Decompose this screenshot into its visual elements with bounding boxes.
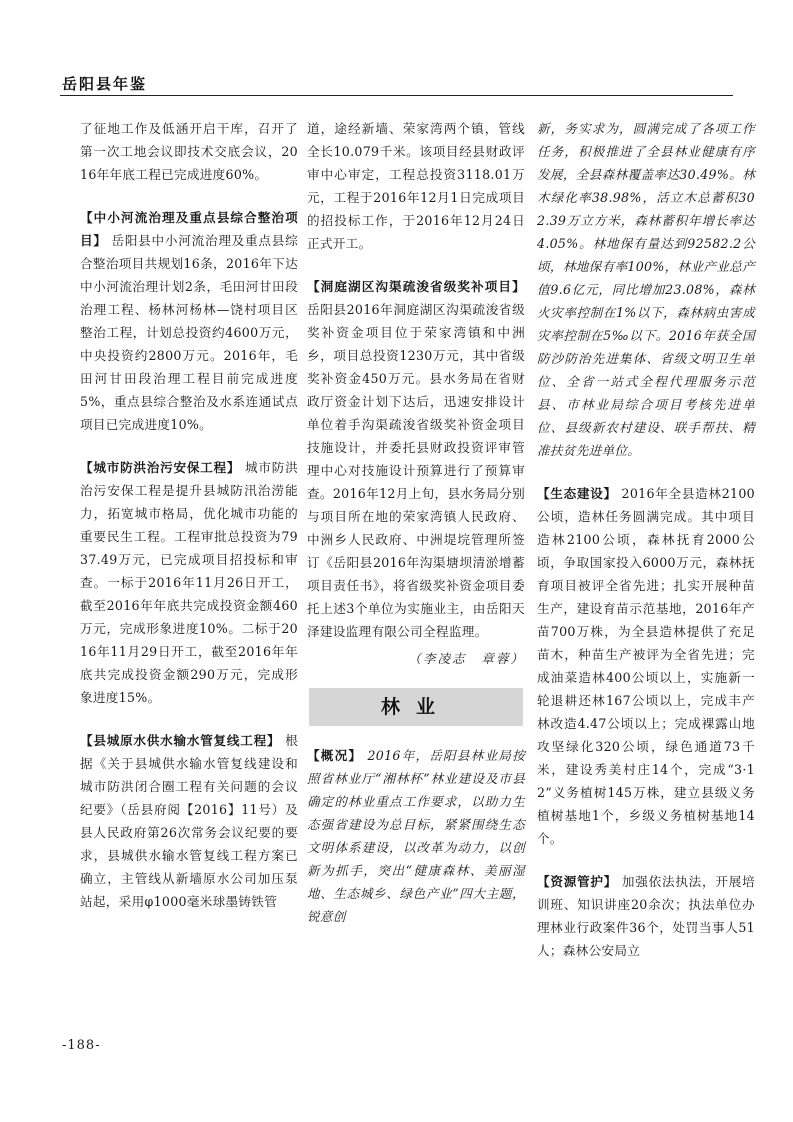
section-title-forestry: 林业 xyxy=(309,688,523,726)
article-resource-protection xyxy=(537,870,755,962)
article-overview xyxy=(307,744,525,928)
article-body: 2016年，岳阳县林业局按照省林业厅“湘林杯”林业建设及市县确定的林业重点工作要求，以助力生态强省建设为总目标，紧紧围绕生态文明体系建设，以改革为动力，以创新为抓手，突出“健康森林、美丽湿地、生态城乡、绿色产业”四大主题，锐意创 xyxy=(307,748,525,924)
article-body: 加强依法执法，开展培训班、知识讲座20余次；执法单位办理林业行政案件36个，处罚当事人51人；森林公安局立 xyxy=(537,874,755,958)
article-body: 岳阳县中小河流治理及重点县综合整治项目共规划16条，2016年下达中小河流治理计划2条，毛田河甘田段治理工程、杨林河杨林—饶村项目区整治工程，计划总投资约4600万元，中央投资约2800万元。2016年，毛田河甘田段治理工程目前完成进度5%，重点县综合整治及水系连通试点项目已完成进度10%。 xyxy=(80,233,298,432)
running-header-title: 岳阳县年鉴 xyxy=(62,75,148,93)
paragraph: 道，途经新墙、荣家湾两个镇，管线全长10.079千米。该项目经县财政评审中心审定，工程总投资3118.01万元，工程于2016年12月1日完成项目的招投标工作，于2016年12月24日正式开工。 xyxy=(307,121,525,251)
header-rule xyxy=(60,95,733,96)
paragraph: 了征地工作及低涵开启干库，召开了第一次工地会议即技术交底会议，2016年年底工程已完成进度60%。 xyxy=(80,121,298,182)
article-heading: 【概况】 xyxy=(307,748,363,763)
article-canal-dredging-project xyxy=(307,275,525,643)
article-body: 根据《关于县城供水输水管复线建设和城市防洪闭合圈工程有关问题的会议纪要》（岳县府阅【2016】11号）及县人民政府第26次常务会议纪要的要求，县城供水输水管复线工程方案已确立，主管线从新墙原水公司加压泵站起，采用φ1000毫米球墨铸铁管 xyxy=(80,733,298,909)
article-body: 2016年全县造林2100公顷，造林任务圆满完成。其中项目造林2100公顷，森林抚育2000公顷，争取国家投入6000万元，森林抚育项目被评全省先进；扎实开展种苗生产，建设育苗示范基地，2016年产苗700万株，为全县造林提供了充足苗木，种苗生产被评为全省先进；完成油菜造林400公顷以上，实施新一轮退耕还林167公顷以上，完成丰产林改造4.47公顷以上；完成裸露山地攻坚绿化320公顷，绿色通道73千米，建设秀美村庄14个，完成“3·12”义务植树145万株，建立县级义务植树基地1个，乡级义务植树基地14个。 xyxy=(537,486,755,846)
article-flood-control-project xyxy=(80,456,298,709)
article-body: 城市防洪治污安保工程是提升县城防汛治涝能力，拓宽城市格局，优化城市功能的重要民生工程。工程审批总投资为7937.49万元，已完成项目招投标和审查。一标于2016年11月26日开工，截至2016年年底共完成投资金额460万元，完成形象进度10%。二标于2016年11月29日开工，截至2016年年底共完成投资金额290万元，完成形象进度15%。 xyxy=(80,460,298,705)
article-ecological-construction xyxy=(537,482,755,850)
article-heading: 【洞庭湖区沟渠疏浚省级奖补项目】 xyxy=(307,279,525,294)
text-column-3 xyxy=(537,117,755,982)
article-heading: 【资源管护】 xyxy=(537,874,618,889)
paragraph: 新，务实求为，圆满完成了各项工作任务，积极推进了全县林业健康有序发展，全县森林覆盖率达30.49%。林木绿化率38.98%，活立木总蓄积302.39万立方米，森林蓄积年增长率达4.05%。林地保有量达到92582.2公顷，林地保有率100%，林业产业总产值9.6亿元，同比增加23.08%，森林火灾率控制在1%以下，森林病虫害成灾率控制在5‰以下。2016年获全国防沙防治先进集体、省级文明卫生单位、全省一站式全程代理服务示范县、市林业局综合项目考核先进单位、县级新农村建设、联手帮扶、精准扶贫先进单位。 xyxy=(537,121,755,458)
author-signoff: （李凌志 章蓉） xyxy=(408,651,525,666)
article-heading: 【城市防洪治污安保工程】 xyxy=(80,460,241,475)
article-water-management-project xyxy=(80,206,298,436)
article-water-pipeline-project xyxy=(80,729,298,913)
article-heading: 【中小河流治理及重点县综合整治项目】 xyxy=(80,210,298,248)
text-column-1 xyxy=(80,117,298,933)
article-heading: 【生态建设】 xyxy=(537,486,617,501)
text-column-2 xyxy=(307,117,525,948)
article-heading: 【县城原水供水输水管复线工程】 xyxy=(80,733,281,748)
page-number: -188- xyxy=(62,1038,101,1053)
article-body: 岳阳县2016年洞庭湖区沟渠疏浚省级奖补资金项目位于荣家湾镇和中洲乡，项目总投资1230万元，其中省级奖补资金450万元。县水务局在省财政厅资金计划下达后，迅速安排设计单位着手沟渠疏浚省级奖补资金项目技施设计，并委托县财政投资评审管理中心对技施设计预算进行了预算审查。2016年12月上旬，县水务局分别与项目所在地的荣家湾镇人民政府、中洲乡人民政府、中洲堤垸管理所签订《岳阳县2016年沟渠塘坝清淤增蓄项目责任书》，将省级奖补资金项目委托上述3个单位为实施业主，由岳阳天泽建设监理有限公司全程监理。 xyxy=(307,302,525,639)
